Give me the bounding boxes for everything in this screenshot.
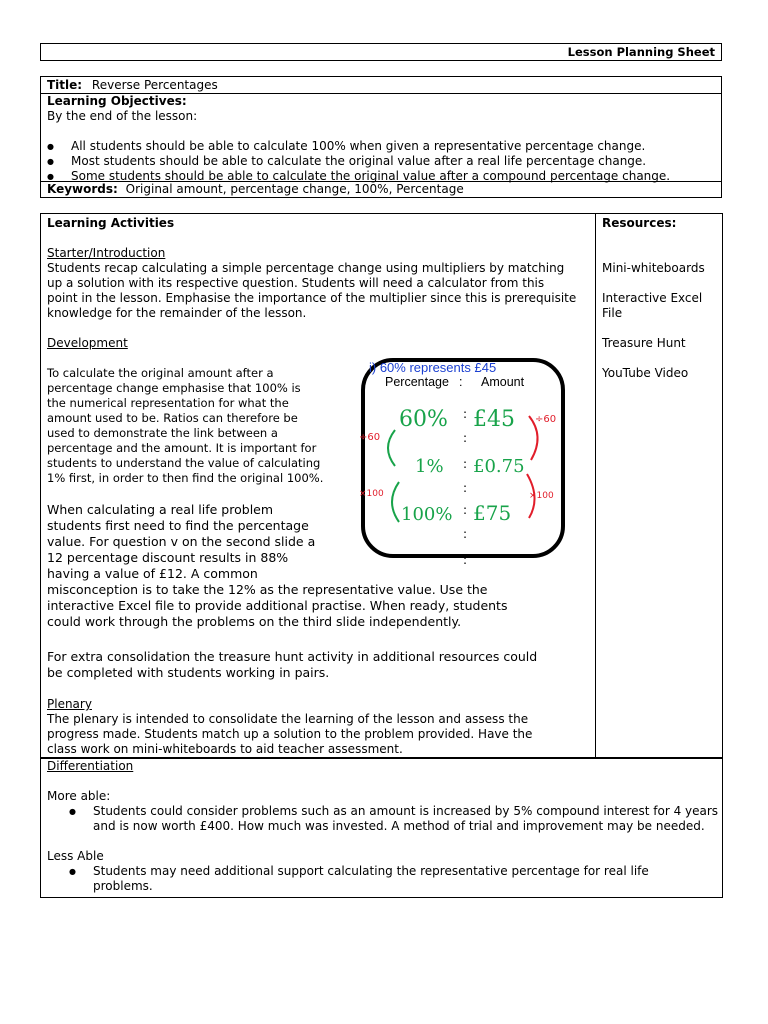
keywords-value: Original amount, percentage change, 100%, Percentage [125, 182, 464, 196]
plenary-line: class work on mini-whiteboards to aid teacher assessment. [47, 742, 403, 756]
title-row [47, 78, 715, 93]
real-life-line: could work through the problems on the third slide independently. [47, 614, 462, 629]
title-label: Title: [47, 78, 83, 92]
whiteboard-image [359, 356, 619, 566]
development-heading: Development [47, 336, 128, 350]
development-line: percentage change emphasise that 100% is [47, 381, 301, 395]
less-able-item: ● Students may need additional support calculating the representative percentage for real life problems. [47, 864, 697, 894]
development-line: 1% first, in order to then find the original 100%. [47, 471, 324, 485]
real-life-line: 12 percentage discount results in 88% [47, 550, 289, 565]
page-title: Lesson Planning Sheet [567, 45, 715, 59]
development-line: To calculate the original amount after a [47, 366, 274, 380]
objective-item: ● Some students should be able to calculate the original value after a compound percentage change. [47, 169, 715, 184]
real-life-line: value. For question v on the second slide a [47, 534, 316, 549]
whiteboard-amt-3: £75 [473, 501, 512, 525]
starter-heading: Starter/Introduction [47, 246, 166, 260]
svg-text::: : [463, 553, 468, 566]
extra-text [47, 649, 592, 681]
mul-left-label: ×100 [359, 489, 384, 499]
resource-item: YouTube Video [602, 366, 689, 380]
starter-line: up a solution with its respective question. Students will need a calculator from this [47, 276, 545, 290]
objective-item: ● All students should be able to calculate 100% when given a representative percentage change. [47, 139, 715, 154]
plenary-heading: Plenary [47, 697, 92, 711]
title-value: Reverse Percentages [91, 78, 218, 92]
plenary-line: progress made. Students match up a solution to the problem provided. Have the [47, 727, 533, 741]
real-life-line: having a value of £12. A common [47, 566, 258, 581]
objectives-intro: By the end of the lesson: [47, 109, 198, 123]
starter-line: point in the lesson. Emphasise the importance of the multiplier since this is prerequisite [47, 291, 577, 305]
plenary-text [47, 712, 592, 757]
svg-text::: : [463, 407, 468, 421]
objective-item: ● Most students should be able to calculate the original value after a real life percentage change. [47, 154, 715, 169]
resources-list [602, 261, 720, 381]
svg-text::: : [463, 503, 468, 517]
development-line: amount used to be. Ratios can therefore be [47, 411, 298, 425]
svg-text::: : [463, 527, 468, 541]
div-left-label: ÷60 [359, 432, 381, 443]
whiteboard-amt-2: £0.75 [473, 456, 525, 477]
resource-item: Treasure Hunt [602, 336, 686, 350]
real-life-line: students first need to find the percentage [47, 518, 309, 533]
whiteboard-col2: Amount [481, 375, 525, 389]
plenary-line: The plenary is intended to consolidate the learning of the lesson and assess the [47, 712, 529, 726]
overview-box [40, 76, 722, 198]
development-line: the numerical representation for what the [47, 396, 289, 410]
extra-line: For extra consolidation the treasure hunt activity in additional resources could [47, 649, 538, 664]
more-able-label: More able: [47, 789, 111, 803]
starter-line: knowledge for the remainder of the lesson. [47, 306, 307, 320]
development-line: used to demonstrate the link between a [47, 426, 278, 440]
mul-right-label: ×100 [529, 491, 554, 501]
starter-line: Students recap calculating a simple percentage change using multipliers by matching [47, 261, 565, 275]
whiteboard-pct-3: 100% [401, 504, 453, 525]
resources-heading: Resources: [602, 216, 677, 230]
objectives-label: Learning Objectives: [47, 94, 187, 108]
resource-item: Mini-whiteboards [602, 261, 705, 275]
less-able-label: Less Able [47, 849, 104, 863]
development-line: percentage and the amount. It is important for [47, 441, 317, 455]
differentiation-box [40, 757, 723, 898]
header-box [40, 43, 722, 61]
svg-text::: : [463, 457, 468, 471]
real-life-line: interactive Excel file to provide additional practise. When ready, students [47, 598, 508, 613]
objectives-list [47, 139, 715, 184]
more-able-item: ● Students could consider problems such as an amount is increased by 5% compound interest for 4 years and is now worth £400. How much was invested. A method of trial and improvement may be needed. [47, 804, 719, 834]
less-able-list [47, 864, 697, 894]
whiteboard-question: i) 60% represents £45 [369, 360, 497, 375]
whiteboard-amt-1: £45 [473, 407, 515, 432]
whiteboard-col1: Percentage [385, 375, 449, 389]
svg-text::: : [463, 431, 468, 445]
svg-text::: : [463, 481, 468, 495]
extra-line: be completed with students working in pairs. [47, 665, 330, 680]
activities-box [40, 213, 723, 759]
real-life-line: When calculating a real life problem [47, 502, 274, 517]
more-able-list [47, 804, 719, 834]
whiteboard-pct-1: 60% [399, 407, 448, 432]
starter-text [47, 261, 592, 321]
div-right-label: ÷60 [535, 414, 557, 425]
resources-column [595, 214, 705, 758]
real-life-line: misconception is to take the 12% as the representative value. Use the [47, 582, 488, 597]
development-text [47, 366, 362, 486]
keywords-label: Keywords: [47, 182, 118, 196]
resource-item: Interactive Excel File [602, 291, 703, 320]
activities-heading: Learning Activities [47, 216, 175, 230]
whiteboard-pct-2: 1% [415, 456, 444, 477]
differentiation-heading: Differentiation [47, 759, 134, 773]
development-line: students to understand the value of calculating [47, 456, 321, 470]
keywords-row [47, 182, 715, 197]
svg-text::: : [459, 375, 463, 389]
